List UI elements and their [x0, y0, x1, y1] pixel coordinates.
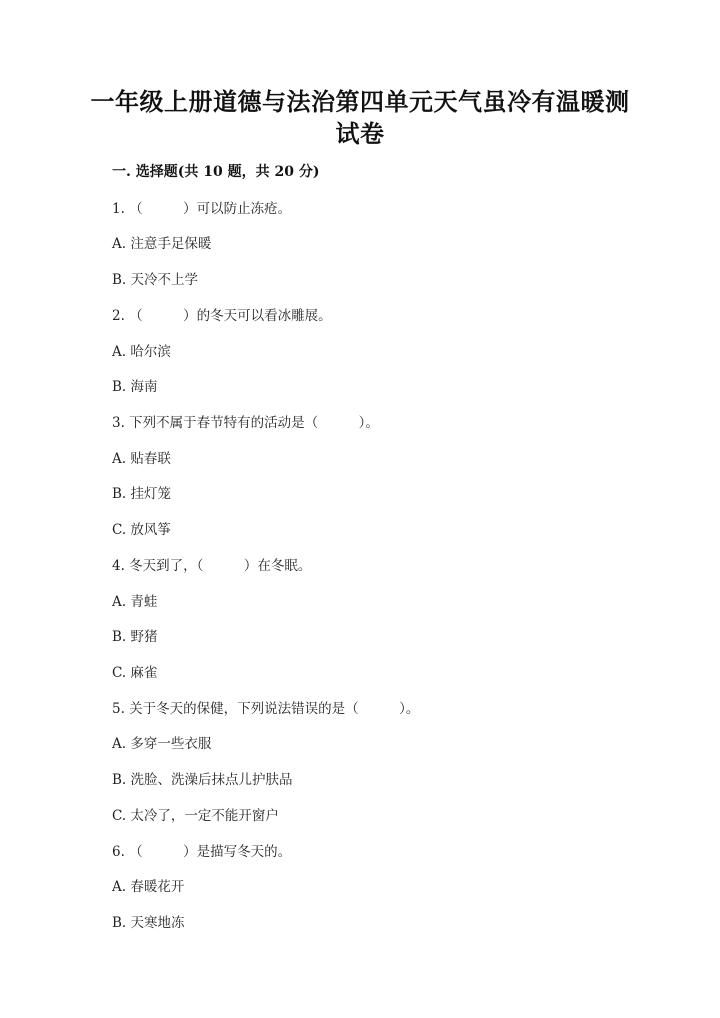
question-4-stem: 4. 冬天到了，（ ）在冬眠。 — [112, 558, 312, 574]
exam-title — [0, 86, 720, 150]
question-5-option-a: A. 多穿一些衣服 — [112, 736, 212, 752]
question-3-option-c: C. 放风筝 — [112, 522, 171, 538]
question-4-option-b: B. 野猪 — [112, 629, 158, 645]
question-1-option-b: B. 天冷不上学 — [112, 272, 199, 288]
exam-title-line-2: 试卷 — [335, 119, 385, 148]
question-3-stem: 3. 下列不属于春节特有的活动是（ ）。 — [112, 415, 379, 431]
question-4-option-c: C. 麻雀 — [112, 665, 158, 681]
question-6-option-b: B. 天寒地冻 — [112, 915, 185, 931]
question-5-stem: 5. 关于冬天的保健，下列说法错误的是（ ）。 — [112, 701, 420, 717]
question-1-option-a: A. 注意手足保暖 — [112, 236, 212, 252]
question-5-option-c: C. 太冷了，一定不能开窗户 — [112, 808, 279, 824]
question-3-option-b: B. 挂灯笼 — [112, 486, 172, 502]
section-header: 一. 选择题(共 10 题，共 20 分) — [112, 164, 320, 180]
question-6-stem: 6. （ ）是描写冬天的。 — [112, 844, 292, 860]
question-6-option-a: A. 春暖花开 — [112, 879, 185, 895]
question-5-option-b: B. 洗脸、洗澡后抹点儿护肤品 — [112, 772, 293, 788]
question-4-option-a: A. 青蛙 — [112, 594, 158, 610]
question-3-option-a: A. 贴春联 — [112, 451, 171, 467]
question-2-option-a: A. 哈尔滨 — [112, 344, 171, 360]
question-2-stem: 2. （ ）的冬天可以看冰雕展。 — [112, 308, 332, 324]
question-2-option-b: B. 海南 — [112, 379, 158, 395]
exam-title-line-1: 一年级上册道德与法治第四单元天气虽冷有温暖测 — [90, 87, 630, 116]
question-1-stem: 1. （ ）可以防止冻疮。 — [112, 201, 292, 217]
